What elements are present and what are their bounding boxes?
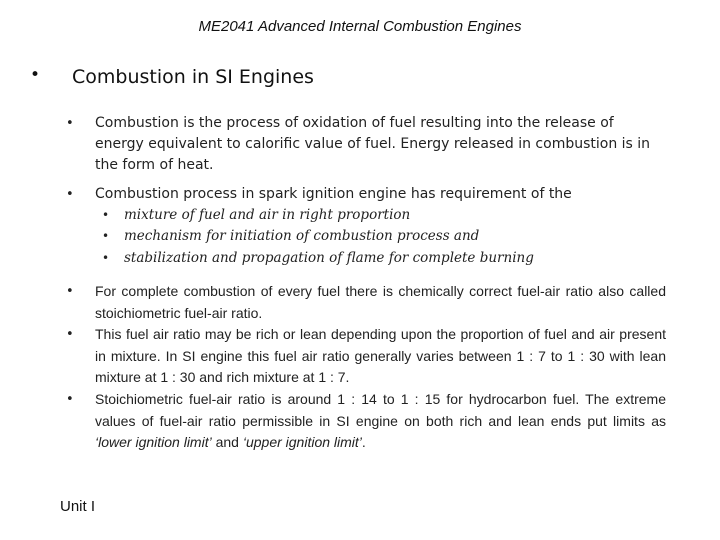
sub-point-text: mechanism for initiation of combustion process and <box>124 228 480 244</box>
ignition-limits-text: Stoichiometric fuel-air ratio is around 1 : 14 to 1 : 15 for hydrocarbon fuel. The extreme values of fuel-air ratio permissible in SI engine on both rich and lean ends put limits as <box>95 391 666 429</box>
section-title-text: Combustion in SI Engines <box>72 66 314 88</box>
point-rich-lean-range: This fuel air ratio may be rich or lean depending upon the proportion of fuel and air present in mixture. In SI engine this fuel air ratio generally varies between 1 : 7 to 1 : 30 with lean mixture at 1 : 30 and rich mixture at 1 : 7. <box>95 326 666 385</box>
lower-ignition-limit: ‘lower ignition limit’ <box>95 434 212 450</box>
point-si-requirements: Combustion process in spark ignition engine has requirement of the <box>95 186 572 202</box>
limit-period: . <box>361 434 366 450</box>
point-stoichiometric-definition: For complete combustion of every fuel there is chemically correct fuel-air ratio also called stoichiometric fuel-air ratio. <box>95 283 666 321</box>
point-combustion-definition: Combustion is the process of oxidation of fuel resulting into the release of energy equivalent to calorific value of fuel. Energy released in combustion is in the form of heat. <box>95 115 651 173</box>
bullet-4: • <box>66 327 74 342</box>
section-bullet: • <box>30 65 41 85</box>
bullet-1: • <box>66 116 74 131</box>
bullet-3: • <box>66 284 74 299</box>
sub-bullet: • <box>102 208 110 222</box>
limit-conjunction: and <box>211 434 243 450</box>
sub-point-text: stabilization and propagation of flame for complete burning <box>124 250 534 266</box>
sub-bullet: • <box>102 229 110 243</box>
slide-header: ME2041 Advanced Internal Combustion Engines <box>198 18 522 35</box>
upper-ignition-limit: ‘upper ignition limit’ <box>242 434 362 450</box>
bullet-5: • <box>66 392 74 407</box>
sub-point-text: mixture of fuel and air in right proportion <box>124 207 411 223</box>
point-ignition-limits <box>95 389 666 454</box>
footer-unit: Unit I <box>60 498 96 515</box>
bullet-2: • <box>66 187 74 202</box>
sub-bullet: • <box>102 251 110 265</box>
